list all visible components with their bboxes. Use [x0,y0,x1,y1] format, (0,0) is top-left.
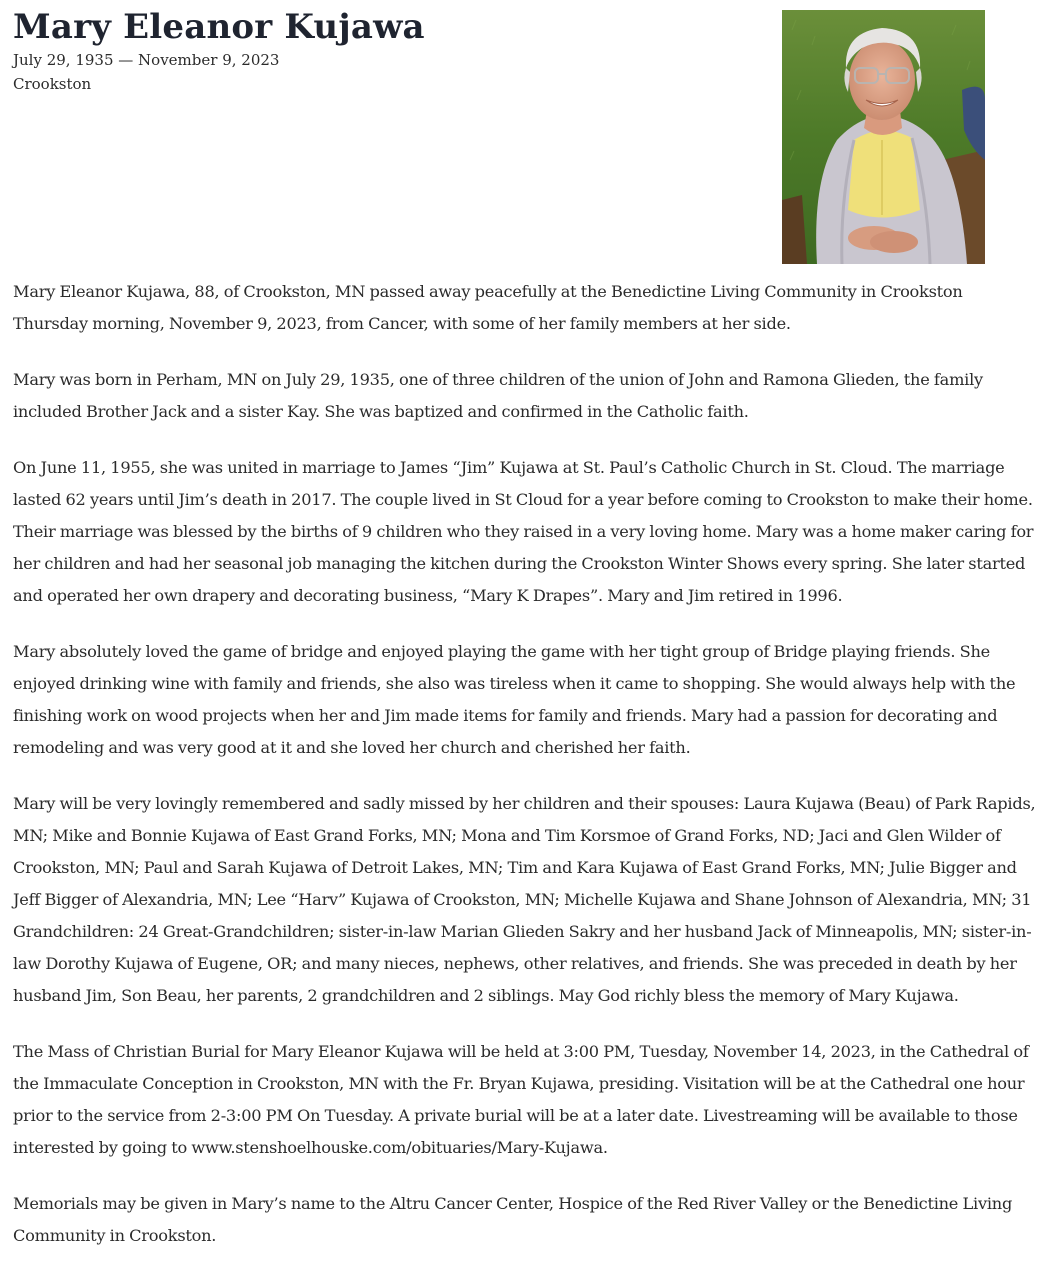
location: Crookston [13,75,92,93]
portrait-photo [782,10,985,264]
paragraph-birth: Mary was born in Perham, MN on July 29, 1935, one of three children of the union of John and Ramona Glieden, the family included Brother Jack and a sister Kay. She was baptized and confirmed in the Catholic faith. [13,370,983,421]
paragraph-memorials: Memorials may be given in Mary’s name to the Altru Cancer Center, Hospice of the Red River Valley or the Benedictine Living Community in Crookston. [13,1194,1013,1245]
paragraph-survivors: Mary will be very lovingly remembered and sadly missed by her children and their spouses: Laura Kujawa (Beau) of Park Rapids, MN; Mike and Bonnie Kujawa of East Grand Forks, MN; Mona and Tim Korsmoe of Grand Forks, ND; Jaci and Glen Wilder of Crookston, MN; Paul and Sarah Kujawa of Detroit Lakes, MN; Tim and Kara Kujawa of East Grand Forks, MN; Julie Bigger and Jeff Bigger of Alexandria, MN; Lee “Harv” Kujawa of Crookston, MN; Michelle Kujawa and Shane Johnson of Alexandria, MN; 31 Grandchildren: 24 Great-Grandchildren; sister-in-law Marian Glieden Sakry and her husband Jack of Minneapolis, MN; sister-in-law Dorothy Kujawa of Eugene, OR; and many nieces, nephews, other relatives, and friends. She was preceded in death by her husband Jim, Son Beau, her parents, 2 grandchildren and 2 siblings. May God richly bless the memory of Mary Kujawa. [13,794,1036,1005]
paragraph-interests: Mary absolutely loved the game of bridge and enjoyed playing the game with her tight group of Bridge playing friends. She enjoyed drinking wine with family and friends, she also was tireless when it came to shopping. She would always help with the finishing work on wood projects when her and Jim made items for family and friends. Mary had a passion for decorating and remodeling and was very good at it and she loved her church and cherished her faith. [13,642,1016,757]
paragraph-services: The Mass of Christian Burial for Mary Eleanor Kujawa will be held at 3:00 PM, Tuesday, November 14, 2023, in the Cathedral of the Immaculate Conception in Crookston, MN with the Fr. Bryan Kujawa, presiding. Visitation will be at the Cathedral one hour prior to the service from 2-3:00 PM On Tuesday. A private burial will be at a later date. Livestreaming will be available to those interested by going to www.stenshoelhouske.com/obituaries/Mary-Kujawa. [13,1042,1029,1157]
paragraph-marriage: On June 11, 1955, she was united in marriage to James “Jim” Kujawa at St. Paul’s Catholic Church in St. Cloud. The marriage lasted 62 years until Jim’s death in 2017. The couple lived in St Cloud for a year before coming to Crookston to make their home. Their marriage was blessed by the births of 9 children who they raised in a very loving home. Mary was a home maker caring for her children and had her seasonal job managing the kitchen during the Crookston Winter Shows every spring. She later started and operated her own drapery and decorating business, “Mary K Drapes”. Mary and Jim retired in 1996. [13,458,1034,605]
obituary-body [13,276,1038,1276]
obituary-header [13,6,753,96]
deceased-name: Mary Eleanor Kujawa [13,7,425,47]
paragraph-passing: Mary Eleanor Kujawa, 88, of Crookston, MN passed away peacefully at the Benedictine Living Community in Crookston Thursday morning, November 9, 2023, from Cancer, with some of her family members at her side. [13,282,963,333]
life-dates: July 29, 1935 — November 9, 2023 [13,51,280,69]
